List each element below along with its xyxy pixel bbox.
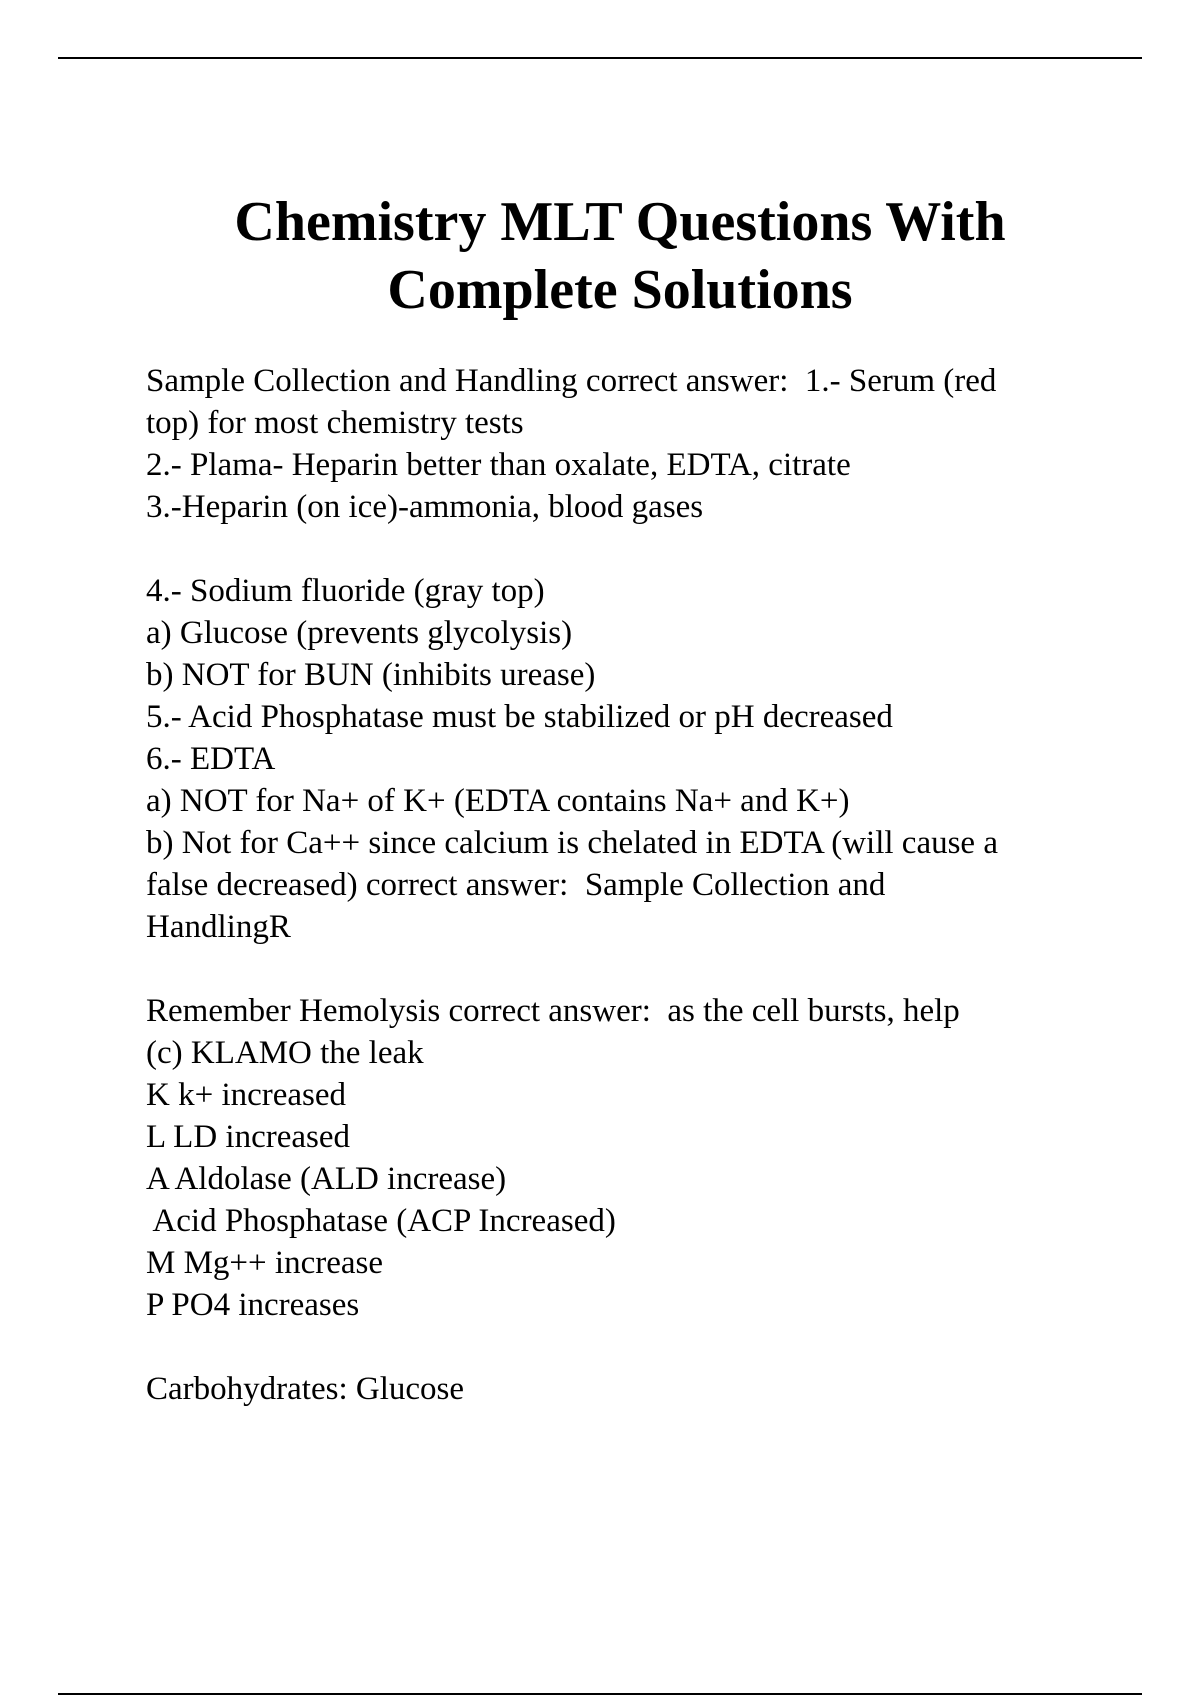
body-line: top) for most chemistry tests [146,405,524,441]
body-line: K k+ increased [146,1077,347,1113]
title-line-2: Complete Solutions [387,259,853,321]
body-line: a) NOT for Na+ of K+ (EDTA contains Na+ and K+) [146,783,850,819]
body-line: P PO4 increases [146,1287,360,1323]
document-title [100,188,1140,324]
body-line: L LD increased [146,1119,351,1155]
section-sodium-fluoride [146,570,1146,948]
body-line: 4.- Sodium fluoride (gray top) [146,573,545,609]
document-body [146,360,1146,1410]
body-line: b) Not for Ca++ since calcium is chelated in EDTA (will cause a [146,825,998,861]
body-line: b) NOT for BUN (inhibits urease) [146,657,596,693]
paragraph-gap [146,948,1146,990]
body-line: Sample Collection and Handling correct answer: 1.- Serum (red [146,363,997,399]
body-line: 6.- EDTA [146,741,276,777]
header-rule [58,57,1142,59]
body-line: Acid Phosphatase (ACP Increased) [146,1203,616,1239]
body-line: A Aldolase (ALD increase) [146,1161,507,1197]
body-line: HandlingR [146,909,291,945]
title-line-1: Chemistry MLT Questions With [234,191,1006,253]
body-line: 3.-Heparin (on ice)-ammonia, blood gases [146,489,704,525]
section-sample-collection [146,360,1146,528]
paragraph-gap [146,528,1146,570]
body-line: (c) KLAMO the leak [146,1035,424,1071]
footer-rule [58,1693,1142,1695]
body-line: a) Glucose (prevents glycolysis) [146,615,573,651]
section-carbohydrates [146,1368,1146,1410]
body-line: 5.- Acid Phosphatase must be stabilized or pH decreased [146,699,893,735]
body-line: 2.- Plama- Heparin better than oxalate, EDTA, citrate [146,447,851,483]
body-line: M Mg++ increase [146,1245,383,1281]
body-line: false decreased) correct answer: Sample Collection and [146,867,886,903]
body-line: Remember Hemolysis correct answer: as the cell bursts, help [146,993,960,1029]
body-line: Carbohydrates: Glucose [146,1371,464,1407]
paragraph-gap [146,1326,1146,1368]
section-hemolysis [146,990,1146,1326]
